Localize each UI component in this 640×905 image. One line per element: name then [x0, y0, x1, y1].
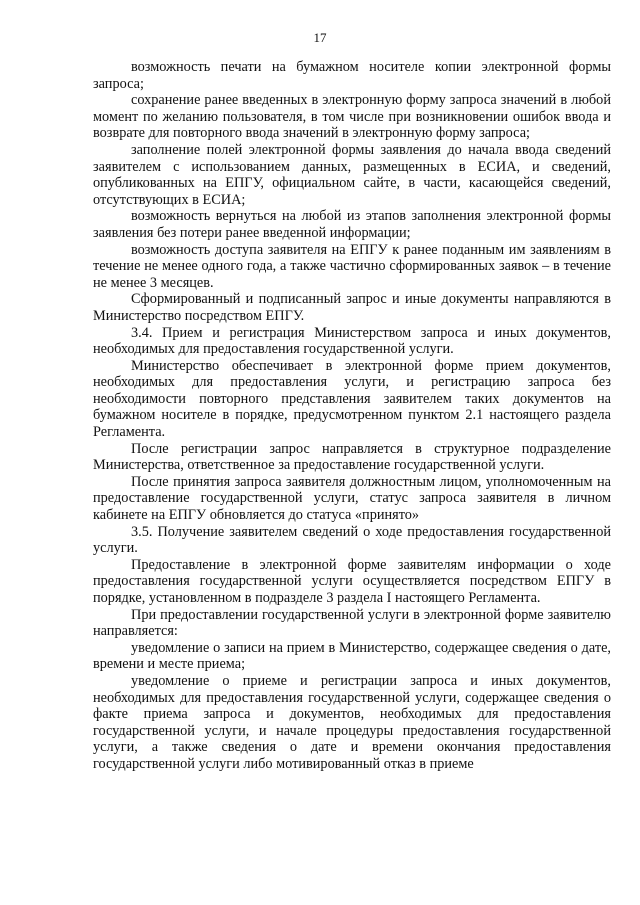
paragraph-progress-info: Предоставление в электронной форме заявителям информации о ходе предоставления государственной услуги осуществляется посредством ЕПГУ в порядке, установленном в подразделе 3 раздела I настоящего Регламента. — [93, 556, 611, 606]
section-heading-3-5: 3.5. Получение заявителем сведений о ходе предоставления государственной услуги. — [93, 523, 611, 557]
paragraph-after-registration: После регистрации запрос направляется в структурное подразделение Министерства, ответственное за предоставление государственной услуги. — [93, 440, 611, 474]
paragraph-return-to-step: возможность вернуться на любой из этапов заполнения электронной формы заявления без потери ранее введенной информации; — [93, 208, 611, 241]
paragraph-ministry-receives: Министерство обеспечивает в электронной форме прием документов, необходимых для предоставления услуги, и регистрацию запроса без необходимости повторного представления заявителем таких документов на бумажном носителе в порядке, предусмотренном пунктом 2.1 настоящего раздела Регламента. — [93, 357, 611, 441]
paragraph-access-previous: возможность доступа заявителя на ЕПГУ к ранее поданным им заявлениям в течение не менее одного года, а также частично сформированных заявок – в течение не менее 3 месяцев. — [93, 241, 611, 291]
section-heading-3-4: 3.4. Прием и регистрация Министерством запроса и иных документов, необходимых для предоставления государственной услуги. — [93, 324, 611, 358]
paragraph-sent-to-ministry: Сформированный и подписанный запрос и иные документы направляются в Министерство посредством ЕПГУ. — [93, 291, 611, 324]
paragraph-appointment-notice: уведомление о записи на прием в Министерство, содержащее сведения о дате, времени и месте приема; — [93, 639, 611, 673]
paragraph-save-values: сохранение ранее введенных в электронную форму запроса значений в любой момент по желанию пользователя, в том числе при возникновении ошибок ввода и возврате для повторного ввода значений в электронную форму запроса; — [93, 92, 611, 142]
paragraph-autofill-fields: заполнение полей электронной формы заявления до начала ввода сведений заявителем с использованием данных, размещенных в ЕСИА, и сведений, опубликованных на ЕПГУ, официальном сайте, в части, касающейся сведений, отсутствующих в ЕСИА; — [93, 141, 611, 208]
page-number: 17 — [313, 30, 327, 45]
paragraph-registration-notice: уведомление о приеме и регистрации запроса и иных документов, необходимых для предоставления государственной услуги, содержащее сведения о факте приема запроса и документов, необходимых для предоставления государственной услуги, и начале процедуры предоставления государственной услуги, а также сведения о дате и времени окончания предоставления государственной услуги либо мотивированный отказ в приеме — [93, 672, 611, 772]
body-text — [93, 59, 611, 773]
paragraph-status-accepted: После принятия запроса заявителя должностным лицом, уполномоченным на предоставление государственной услуги, статус запроса заявителя в личном кабинете на ЕПГУ обновляется до статуса «принято» — [93, 473, 611, 524]
paragraph-print-copy: возможность печати на бумажном носителе копии электронной формы запроса; — [93, 59, 611, 92]
paragraph-notifications-intro: При предоставлении государственной услуги в электронной форме заявителю направляется: — [93, 606, 611, 640]
